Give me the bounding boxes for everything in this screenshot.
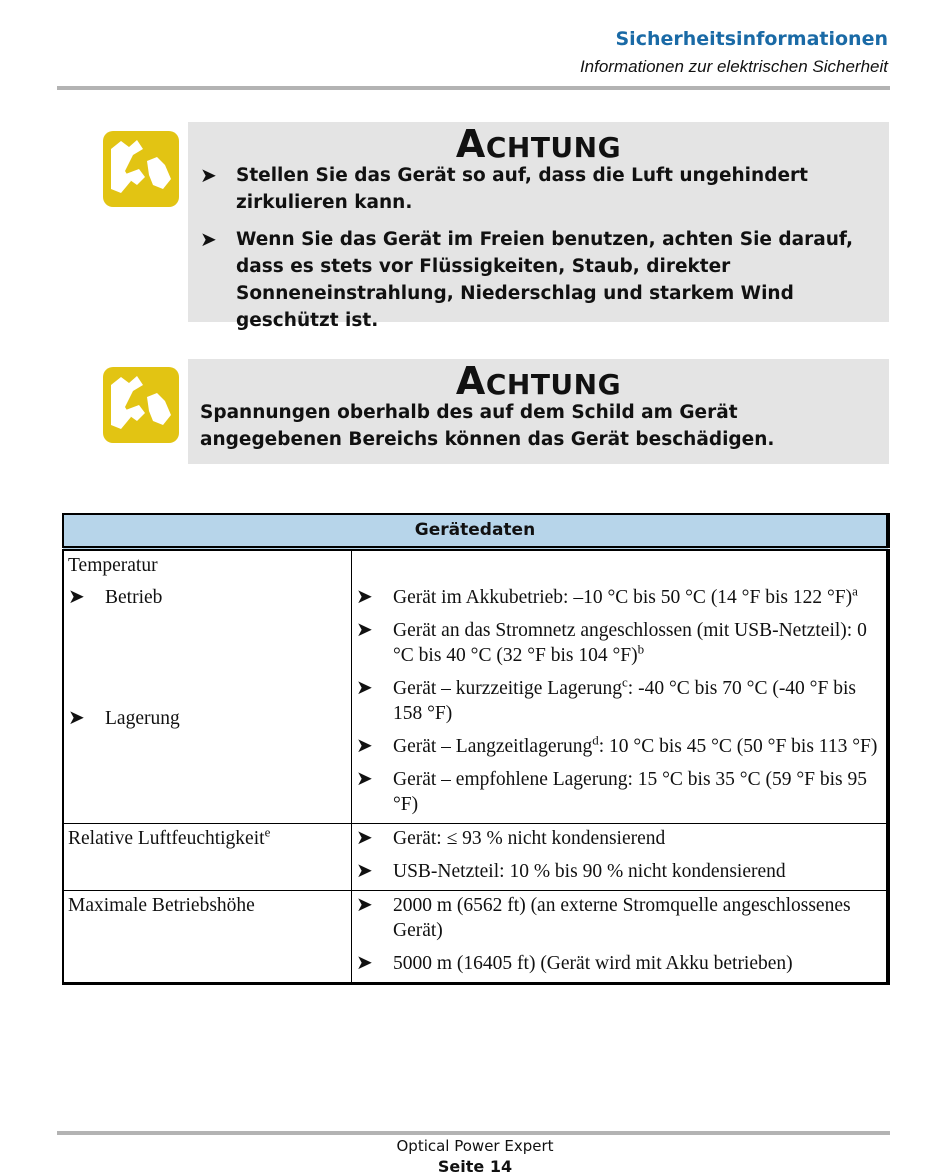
storage-value: ➤ Gerät – kurzzeitige Lagerung$^c$: -40 °C bis 70 °C (-40 °F bis 158 °F) bbox=[356, 674, 856, 724]
humidity-label: Relative Luftfeuchtigkeit bbox=[68, 828, 265, 849]
caution-box-2 bbox=[188, 359, 889, 464]
caution-box-1 bbox=[188, 122, 889, 331]
storage-value: ➤ Gerät – Langzeitlagerung$^d$: 10 °C bis 45 °C (50 °F bis 113 °F) bbox=[356, 732, 878, 757]
table-header: Gerätedaten bbox=[63, 514, 888, 549]
header-rule bbox=[57, 86, 890, 90]
humidity-value: ➤ Gerät: ≤ 93 % nicht kondensierend bbox=[356, 827, 666, 849]
section-title: Sicherheitsinformationen bbox=[615, 28, 888, 50]
footer-rule bbox=[57, 1131, 890, 1135]
bullet-arrow-icon: ➤ bbox=[200, 163, 217, 187]
footer-product-name: Optical Power Expert bbox=[396, 1137, 554, 1155]
table-row bbox=[63, 549, 888, 824]
footer-page-number: Seite 14 bbox=[437, 1157, 513, 1176]
bullet-arrow-icon: ➤ bbox=[356, 827, 373, 849]
storage-value: ➤ Gerät – empfohlene Lagerung: 15 °C bis 35 °C (59 °F bis 95 °F) bbox=[356, 768, 867, 815]
operation-label: ➤ Betrieb bbox=[68, 586, 163, 608]
bullet-arrow-icon: ➤ bbox=[356, 619, 373, 641]
bullet-arrow-icon: ➤ bbox=[356, 860, 373, 882]
bullet-arrow-icon: ➤ bbox=[356, 768, 373, 790]
bullet-arrow-icon: ➤ bbox=[356, 735, 373, 757]
caution-title: ACHTUNG bbox=[455, 122, 622, 166]
altitude-label: Maximale Betriebshöhe bbox=[68, 895, 255, 916]
caution-icon bbox=[103, 367, 179, 443]
operation-value: ➤ Gerät im Akkubetrieb: –10 °C bis 50 °C (14 °F bis 122 °F)$^a$ bbox=[356, 583, 858, 608]
caution-item: ➤ Stellen Sie das Gerät so auf, dass die Luft ungehindert zirkulieren kann. bbox=[200, 163, 808, 213]
caution-item: ➤ Wenn Sie das Gerät im Freien benutzen, achten Sie darauf, dass es stets vor Flüssigkeiten, Staub, direkter Sonneneinstrahlung, Niederschlag und starkem Wind geschützt ist. bbox=[200, 227, 853, 331]
altitude-value: ➤ 2000 m (6562 ft) (an externe Stromquelle angeschlossenes Gerät) bbox=[356, 894, 851, 941]
section-subtitle: Informationen zur elektrischen Sicherheit bbox=[579, 57, 888, 76]
caution-icon bbox=[103, 131, 179, 207]
bullet-arrow-icon: ➤ bbox=[356, 677, 373, 699]
bullet-arrow-icon: ➤ bbox=[68, 707, 85, 729]
device-specs-table bbox=[62, 513, 890, 985]
bullet-arrow-icon: ➤ bbox=[68, 586, 85, 608]
bullet-arrow-icon: ➤ bbox=[356, 952, 373, 974]
altitude-value: ➤ 5000 m (16405 ft) (Gerät wird mit Akku betrieben) bbox=[356, 952, 793, 974]
bullet-arrow-icon: ➤ bbox=[356, 586, 373, 608]
caution-text: Spannungen oberhalb des auf dem Schild am Gerät angegebenen Bereichs können das Gerät beschädigen. bbox=[200, 402, 775, 450]
temperature-label: Temperatur bbox=[68, 555, 158, 576]
humidity-value: ➤ USB-Netzteil: 10 % bis 90 % nicht kondensierend bbox=[356, 860, 786, 882]
bullet-arrow-icon: ➤ bbox=[200, 227, 217, 251]
bullet-arrow-icon: ➤ bbox=[356, 894, 373, 916]
caution-title: ACHTUNG bbox=[455, 359, 622, 403]
operation-value: ➤ Gerät an das Stromnetz angeschlossen (mit USB-Netzteil): 0 °C bis 40 °C (32 °F bis 104 °F)$^b$ bbox=[356, 619, 867, 666]
storage-label: ➤ Lagerung bbox=[68, 707, 180, 729]
table-row bbox=[63, 891, 888, 984]
table-row: Relative Luftfeuchtigkeit$^e$ ➤ Gerät: ≤ 93 % nicht kondensierend ➤ USB-Netzteil: 10 % bis 90 % nicht kondensierend bbox=[63, 824, 888, 891]
